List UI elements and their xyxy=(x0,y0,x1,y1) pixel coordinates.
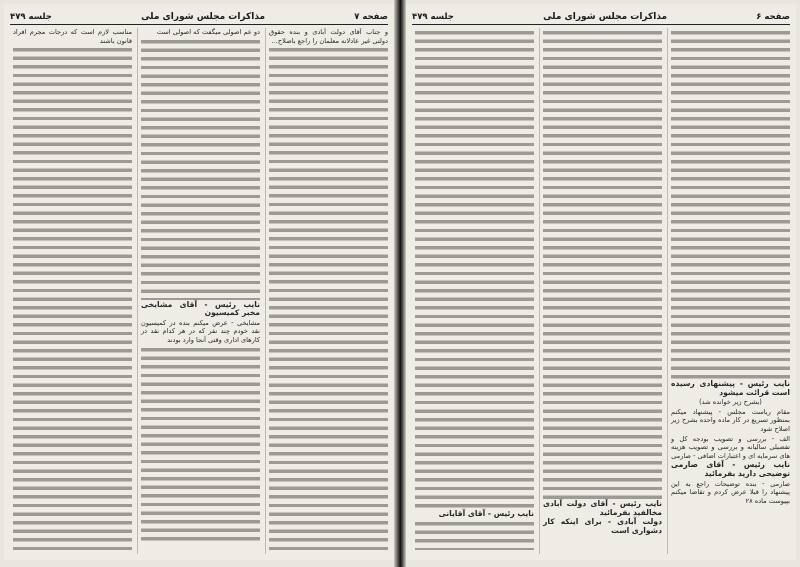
binding-gutter xyxy=(394,0,406,567)
page-header xyxy=(412,10,790,25)
page-header xyxy=(10,10,388,25)
speaker-heading: نایب رئیس - آقای صارمی توضیحی دارید بفرمائید xyxy=(671,460,790,478)
paragraph: مقام ریاست مجلس - پیشنهاد میکنم بمنظور تسریع در کار ماده واحده بشرح زیر اصلاح شود xyxy=(671,407,790,433)
paragraph: دولت آبادی - برای اینکه کار دشواری است xyxy=(543,517,662,535)
page-title: مذاکرات مجلس شورای ملی xyxy=(141,12,266,22)
text-block xyxy=(141,38,260,300)
speaker-heading: نایب رئیس - آقای دولت آبادی مخالفید بفرمائید xyxy=(543,499,662,517)
left-page xyxy=(4,4,394,560)
page-number: صفحه ۷ xyxy=(354,12,388,22)
text-block xyxy=(415,29,534,509)
session-number: جلسه ۴۷۹ xyxy=(412,12,454,22)
paragraph: مناسب لازم است که درجات مجرم افراد قانون باشند xyxy=(13,28,132,45)
column-left xyxy=(412,28,534,554)
text-block xyxy=(13,46,132,554)
text-block xyxy=(543,29,662,499)
text-block xyxy=(141,346,260,546)
right-page xyxy=(406,4,796,560)
text-block xyxy=(671,29,790,379)
paragraph: صارمی - بنده توضیحات راجع به این پیشنهاد را قبلا عرض کردم و تقاضا میکنم بپیوست ماده ۲۸ xyxy=(671,479,790,505)
column-right xyxy=(265,28,388,554)
page-number: صفحه ۶ xyxy=(756,12,790,22)
paragraph: مشایخی - عرض میکنم بنده در کمیسیون نقد خودم چند نفر که در هر کدام نقد در کارهای اداری وقتی آنجا وارد بودند xyxy=(141,318,260,344)
paragraph: (بشرح زیر خوانده شد) xyxy=(699,398,762,407)
text-block xyxy=(415,520,534,550)
speaker-heading: نایب رئیس - آقای مشایخی مخبر کمیسیون xyxy=(141,299,260,318)
column-left xyxy=(10,28,132,554)
column-middle xyxy=(539,28,662,554)
paragraph: الف - بررسی و تصویب بودجه کل و تفصیلی سالیانه و بررسی و تصویب هزینه های سرمایه ای و اعتبارات اضافی - صارمی xyxy=(671,434,790,460)
speaker-heading: نایب رئیس - آقای آقایانی xyxy=(438,509,534,518)
speaker-heading: نایب رئیس - پیشنهادی رسیده است قرائت میشود xyxy=(671,379,790,397)
column-middle xyxy=(137,28,260,554)
paragraph: دو عم اصولی میگفت که اصولی است xyxy=(156,28,260,36)
paragraph: و جناب آقای دولت آبادی و بنده حقوق دولتی غیر عادلانه معلمان را راجع باصلاح... xyxy=(269,28,388,45)
page-title: مذاکرات مجلس شورای ملی xyxy=(543,12,668,22)
text-block xyxy=(269,46,388,554)
session-number: جلسه ۴۷۹ xyxy=(10,12,52,22)
column-right xyxy=(667,28,790,554)
